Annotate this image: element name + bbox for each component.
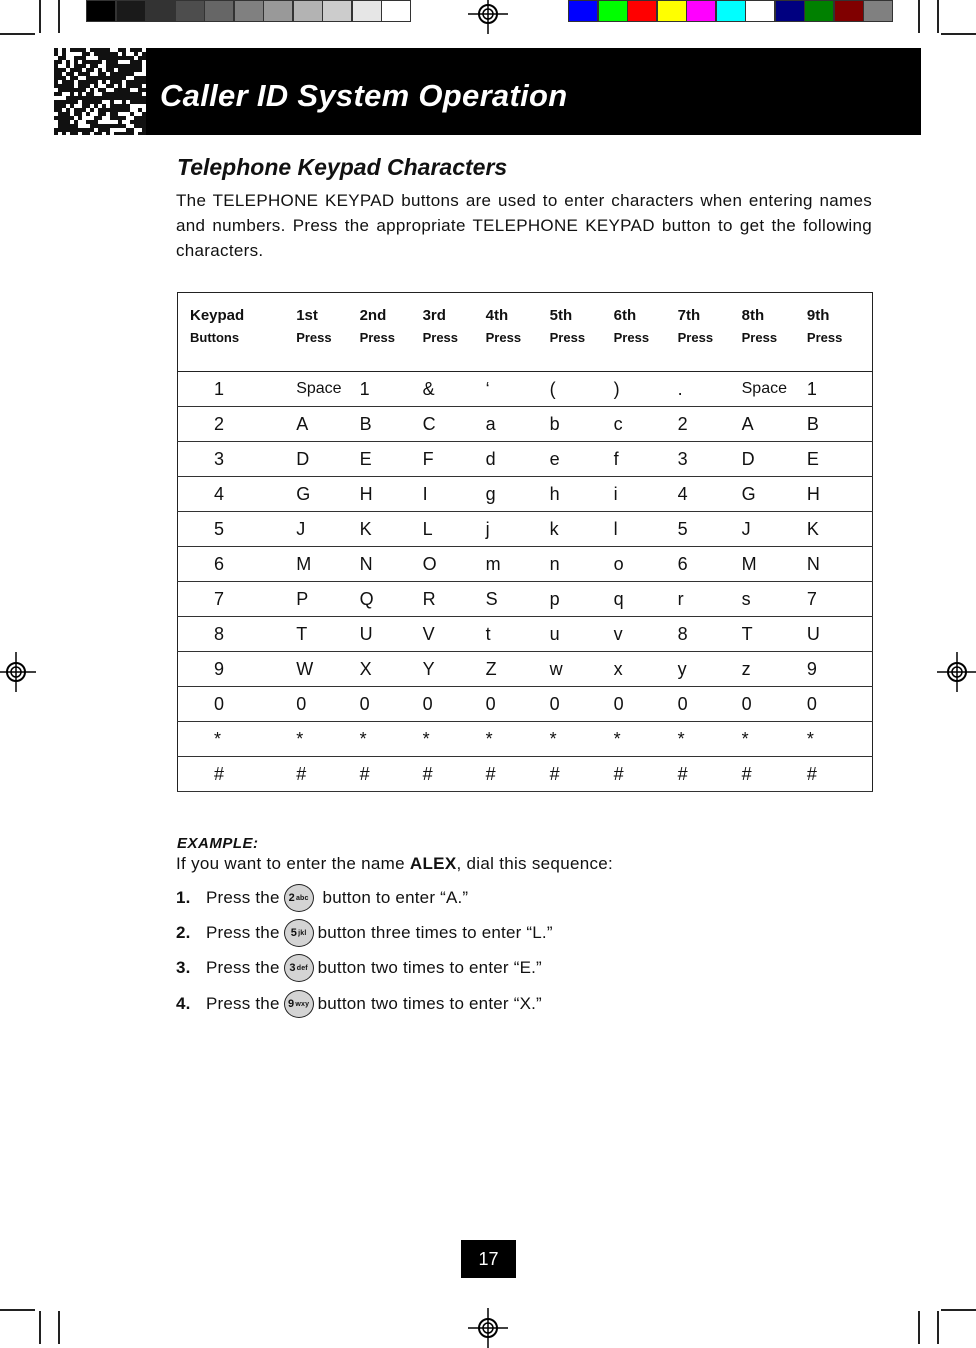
header-press-7: 7th Press (678, 293, 742, 372)
character-cell: # (423, 757, 486, 792)
example-step (176, 954, 542, 982)
keypad-button-cell: # (178, 757, 297, 792)
step-number: 3. (176, 958, 191, 977)
step-prefix: Press the (206, 888, 280, 907)
character-cell: W (296, 652, 359, 687)
intro-paragraph: The TELEPHONE KEYPAD buttons are used to enter characters when entering names and numbers. Press the appropriate TELEPHONE KEYPAD button to get the following characters. (176, 191, 872, 260)
character-cell: U (360, 617, 423, 652)
character-cell: m (486, 547, 550, 582)
character-cell: t (486, 617, 550, 652)
gray-swatch (381, 0, 411, 22)
crop-mark (941, 33, 976, 35)
character-cell: q (614, 582, 678, 617)
character-cell: 1 (807, 372, 873, 407)
character-cell: 3 (678, 442, 742, 477)
character-cell: # (296, 757, 359, 792)
crop-mark (0, 1309, 35, 1311)
character-cell: 0 (742, 687, 807, 722)
table-row (178, 547, 873, 582)
keypad-button-cell: 8 (178, 617, 297, 652)
character-cell: U (807, 617, 873, 652)
section-title: Telephone Keypad Characters (177, 154, 508, 180)
character-cell: . (678, 372, 742, 407)
character-cell: E (807, 442, 873, 477)
character-cell: * (678, 722, 742, 757)
character-cell: Space (296, 372, 359, 407)
character-cell: J (742, 512, 807, 547)
color-swatch (627, 0, 657, 22)
crop-mark (39, 0, 41, 33)
character-cell: z (742, 652, 807, 687)
character-cell: 0 (614, 687, 678, 722)
character-cell: b (550, 407, 614, 442)
character-cell: y (678, 652, 742, 687)
character-cell: h (550, 477, 614, 512)
table-row (178, 757, 873, 792)
keypad-button-cell: * (178, 722, 297, 757)
page-title: Caller ID System Operation (160, 78, 568, 113)
color-swatch (745, 0, 775, 22)
color-swatch (804, 0, 834, 22)
character-cell: K (360, 512, 423, 547)
character-cell: 7 (807, 582, 873, 617)
character-cell: A (296, 407, 359, 442)
character-cell: # (360, 757, 423, 792)
step-number: 2. (176, 923, 191, 942)
character-cell: # (742, 757, 807, 792)
crop-mark (39, 1311, 41, 1344)
character-cell: ) (614, 372, 678, 407)
character-cell: 0 (360, 687, 423, 722)
keypad-button-cell: 0 (178, 687, 297, 722)
character-cell: i (614, 477, 678, 512)
header-press-8: 8th Press (742, 293, 807, 372)
table-header-row (178, 293, 873, 372)
character-cell: M (742, 547, 807, 582)
character-cell: 0 (807, 687, 873, 722)
character-cell: o (614, 547, 678, 582)
crop-mark (58, 0, 60, 33)
color-swatch (834, 0, 864, 22)
example-intro: If you want to enter the name ALEX, dial this sequence: (176, 854, 614, 873)
keypad-characters-table (177, 292, 873, 792)
character-cell: 8 (678, 617, 742, 652)
character-cell: 9 (807, 652, 873, 687)
character-cell: # (486, 757, 550, 792)
crop-mark (918, 1311, 920, 1344)
character-cell: e (550, 442, 614, 477)
character-cell: 5 (678, 512, 742, 547)
color-swatch (716, 0, 746, 22)
character-cell: u (550, 617, 614, 652)
example-step (176, 884, 468, 912)
crop-mark (941, 1309, 976, 1311)
crop-mark (937, 1311, 939, 1344)
keypad-button-icon: 2 abc (284, 884, 314, 912)
character-cell: H (360, 477, 423, 512)
gray-swatch (293, 0, 323, 22)
page-number: 17 (461, 1240, 516, 1278)
header-pattern-graphic (54, 48, 146, 135)
keypad-button-cell: 9 (178, 652, 297, 687)
registration-mark-icon (937, 652, 976, 692)
keypad-button-cell: 7 (178, 582, 297, 617)
header-press-1: 1st Press (296, 293, 359, 372)
character-cell: X (360, 652, 423, 687)
example-step (176, 990, 542, 1018)
character-cell: * (423, 722, 486, 757)
character-cell: s (742, 582, 807, 617)
character-cell: * (807, 722, 873, 757)
character-cell: # (550, 757, 614, 792)
keypad-button-cell: 4 (178, 477, 297, 512)
character-cell: Z (486, 652, 550, 687)
step-suffix: button two times to enter “X.” (317, 994, 542, 1013)
step-number: 4. (176, 994, 191, 1013)
character-cell: x (614, 652, 678, 687)
character-cell: & (423, 372, 486, 407)
table-row (178, 372, 873, 407)
character-cell: j (486, 512, 550, 547)
color-swatch (568, 0, 598, 22)
character-cell: B (360, 407, 423, 442)
character-cell: 6 (678, 547, 742, 582)
character-cell: # (807, 757, 873, 792)
character-cell: 2 (678, 407, 742, 442)
character-cell: * (360, 722, 423, 757)
character-cell: ‘ (486, 372, 550, 407)
header-press-2: 2nd Press (360, 293, 423, 372)
character-cell: B (807, 407, 873, 442)
character-cell: * (296, 722, 359, 757)
character-cell: P (296, 582, 359, 617)
character-cell: a (486, 407, 550, 442)
header-press-6: 6th Press (614, 293, 678, 372)
gray-swatch (322, 0, 352, 22)
example-label: EXAMPLE: (177, 835, 259, 852)
step-prefix: Press the (206, 994, 280, 1013)
character-cell: * (742, 722, 807, 757)
character-cell: Q (360, 582, 423, 617)
crop-mark (918, 0, 920, 33)
registration-mark-icon (468, 1308, 508, 1348)
character-cell: * (550, 722, 614, 757)
gray-swatch (352, 0, 382, 22)
step-prefix: Press the (206, 958, 280, 977)
character-cell: O (423, 547, 486, 582)
character-cell: Space (742, 372, 807, 407)
character-cell: K (807, 512, 873, 547)
character-cell: R (423, 582, 486, 617)
character-cell: l (614, 512, 678, 547)
color-swatch (863, 0, 893, 22)
table-row (178, 512, 873, 547)
color-swatch (598, 0, 628, 22)
character-cell: w (550, 652, 614, 687)
character-cell: D (742, 442, 807, 477)
table-row (178, 652, 873, 687)
crop-mark (58, 1311, 60, 1344)
character-cell: 4 (678, 477, 742, 512)
character-cell: g (486, 477, 550, 512)
character-cell: 0 (423, 687, 486, 722)
character-cell: M (296, 547, 359, 582)
step-suffix: button two times to enter “E.” (317, 958, 542, 977)
character-cell: 0 (296, 687, 359, 722)
character-cell: E (360, 442, 423, 477)
header-press-3: 3rd Press (423, 293, 486, 372)
character-cell: ( (550, 372, 614, 407)
step-number: 1. (176, 888, 191, 907)
character-cell: # (614, 757, 678, 792)
table-body (178, 372, 873, 792)
character-cell: I (423, 477, 486, 512)
keypad-button-icon: 9 wxy (284, 990, 314, 1018)
header-keypad-buttons: Keypad Buttons (178, 293, 297, 372)
gray-swatch (204, 0, 234, 22)
keypad-button-cell: 2 (178, 407, 297, 442)
character-cell: c (614, 407, 678, 442)
character-cell: T (742, 617, 807, 652)
character-cell: S (486, 582, 550, 617)
character-cell: G (742, 477, 807, 512)
character-cell: 1 (360, 372, 423, 407)
registration-mark-icon (0, 652, 36, 692)
keypad-button-cell: 1 (178, 372, 297, 407)
character-cell: Y (423, 652, 486, 687)
character-cell: A (742, 407, 807, 442)
gray-swatch (86, 0, 116, 22)
character-cell: D (296, 442, 359, 477)
example-step (176, 919, 553, 947)
step-suffix: button three times to enter “L.” (317, 923, 553, 942)
color-swatch (775, 0, 805, 22)
character-cell: 0 (678, 687, 742, 722)
header-press-4: 4th Press (486, 293, 550, 372)
character-cell: G (296, 477, 359, 512)
step-suffix: button to enter “A.” (317, 888, 469, 907)
keypad-button-cell: 3 (178, 442, 297, 477)
character-cell: n (550, 547, 614, 582)
table-row (178, 407, 873, 442)
character-cell: # (678, 757, 742, 792)
character-cell: r (678, 582, 742, 617)
character-cell: H (807, 477, 873, 512)
character-cell: F (423, 442, 486, 477)
character-cell: L (423, 512, 486, 547)
character-cell: 0 (486, 687, 550, 722)
table-row (178, 722, 873, 757)
table-row (178, 442, 873, 477)
character-cell: N (360, 547, 423, 582)
character-cell: v (614, 617, 678, 652)
keypad-button-cell: 5 (178, 512, 297, 547)
color-swatch (686, 0, 716, 22)
character-cell: N (807, 547, 873, 582)
character-cell: * (614, 722, 678, 757)
table-row (178, 477, 873, 512)
keypad-button-icon: 3 def (284, 954, 314, 982)
keypad-button-icon: 5 jkl (284, 919, 314, 947)
gray-swatch (175, 0, 205, 22)
header-press-9: 9th Press (807, 293, 873, 372)
registration-mark-icon (468, 0, 508, 34)
character-cell: k (550, 512, 614, 547)
gray-swatch (263, 0, 293, 22)
character-cell: p (550, 582, 614, 617)
character-cell: C (423, 407, 486, 442)
character-cell: d (486, 442, 550, 477)
color-swatch (657, 0, 687, 22)
character-cell: V (423, 617, 486, 652)
keypad-button-cell: 6 (178, 547, 297, 582)
character-cell: 0 (550, 687, 614, 722)
table-row (178, 617, 873, 652)
table-row (178, 582, 873, 617)
character-cell: T (296, 617, 359, 652)
character-cell: J (296, 512, 359, 547)
gray-swatch (234, 0, 264, 22)
gray-swatch (145, 0, 175, 22)
gray-swatch (116, 0, 146, 22)
crop-mark (0, 33, 35, 35)
character-cell: f (614, 442, 678, 477)
table-row (178, 687, 873, 722)
header-press-5: 5th Press (550, 293, 614, 372)
crop-mark (937, 0, 939, 33)
step-prefix: Press the (206, 923, 280, 942)
example-name: ALEX (409, 854, 457, 873)
character-cell: * (486, 722, 550, 757)
